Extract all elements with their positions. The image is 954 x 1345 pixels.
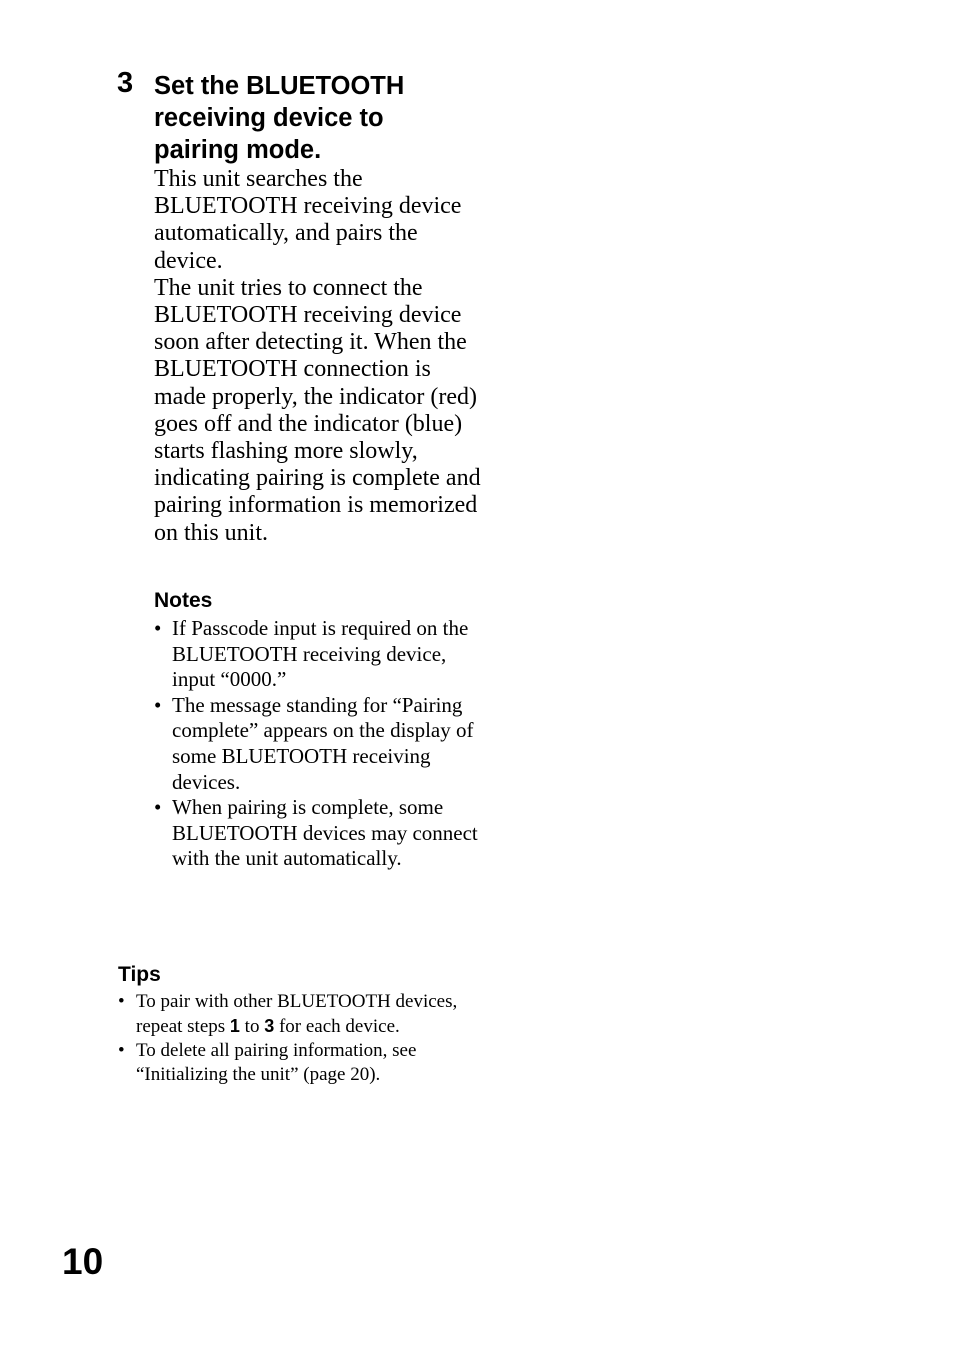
tips-list <box>118 990 463 1087</box>
step-paragraph: This unit searches the BLUETOOTH receiving device automatically, and pairs the device. <box>154 166 462 274</box>
tip-text <box>136 991 457 1037</box>
step-ref-from: 1 <box>229 1016 240 1036</box>
page-number: 10 <box>62 1241 104 1282</box>
note-text: When pairing is complete, some BLUETOOTH devices may connect with the unit automatically. <box>172 795 478 871</box>
notes-list <box>154 616 484 872</box>
step-number: 3 <box>117 67 134 99</box>
tip-text-after: for each device. <box>274 1016 400 1037</box>
step-ref-to: 3 <box>264 1016 275 1036</box>
tip-text-before: To pair with other BLUETOOTH devices, repeat steps <box>136 991 458 1037</box>
step-body <box>154 166 484 547</box>
bullet-icon: • <box>118 1040 125 1061</box>
bullet-icon: • <box>154 692 162 717</box>
tip-text: To delete all pairing information, see “Initializing the unit” (page 20). <box>136 1040 417 1085</box>
step-paragraph: The unit tries to connect the BLUETOOTH receiving device soon after detecting it. When the BLUETOOTH connection is made properly, the indicator (red) goes off and the indicator (blue) starts flashing more slowly, indicating pairing is complete and pairing information is memorized on this unit. <box>154 274 481 546</box>
tip-text-middle: to <box>239 1016 265 1037</box>
step-heading: Set the BLUETOOTH receiving device to pairing mode. <box>154 72 405 164</box>
tip-item <box>118 1039 463 1087</box>
tips-heading: Tips <box>118 963 161 986</box>
tip-item <box>118 990 463 1039</box>
bullet-icon: • <box>154 616 162 640</box>
note-item <box>154 795 484 872</box>
note-item <box>154 616 484 693</box>
notes-heading: Notes <box>154 589 213 612</box>
note-text: If Passcode input is required on the BLUETOOTH receiving device, input “0000.” <box>172 616 469 692</box>
bullet-icon: • <box>154 795 162 820</box>
bullet-icon: • <box>118 991 125 1012</box>
note-text: The message standing for “Pairing complete” appears on the display of some BLUETOOTH receiving devices. <box>172 692 474 794</box>
note-item <box>154 693 484 795</box>
